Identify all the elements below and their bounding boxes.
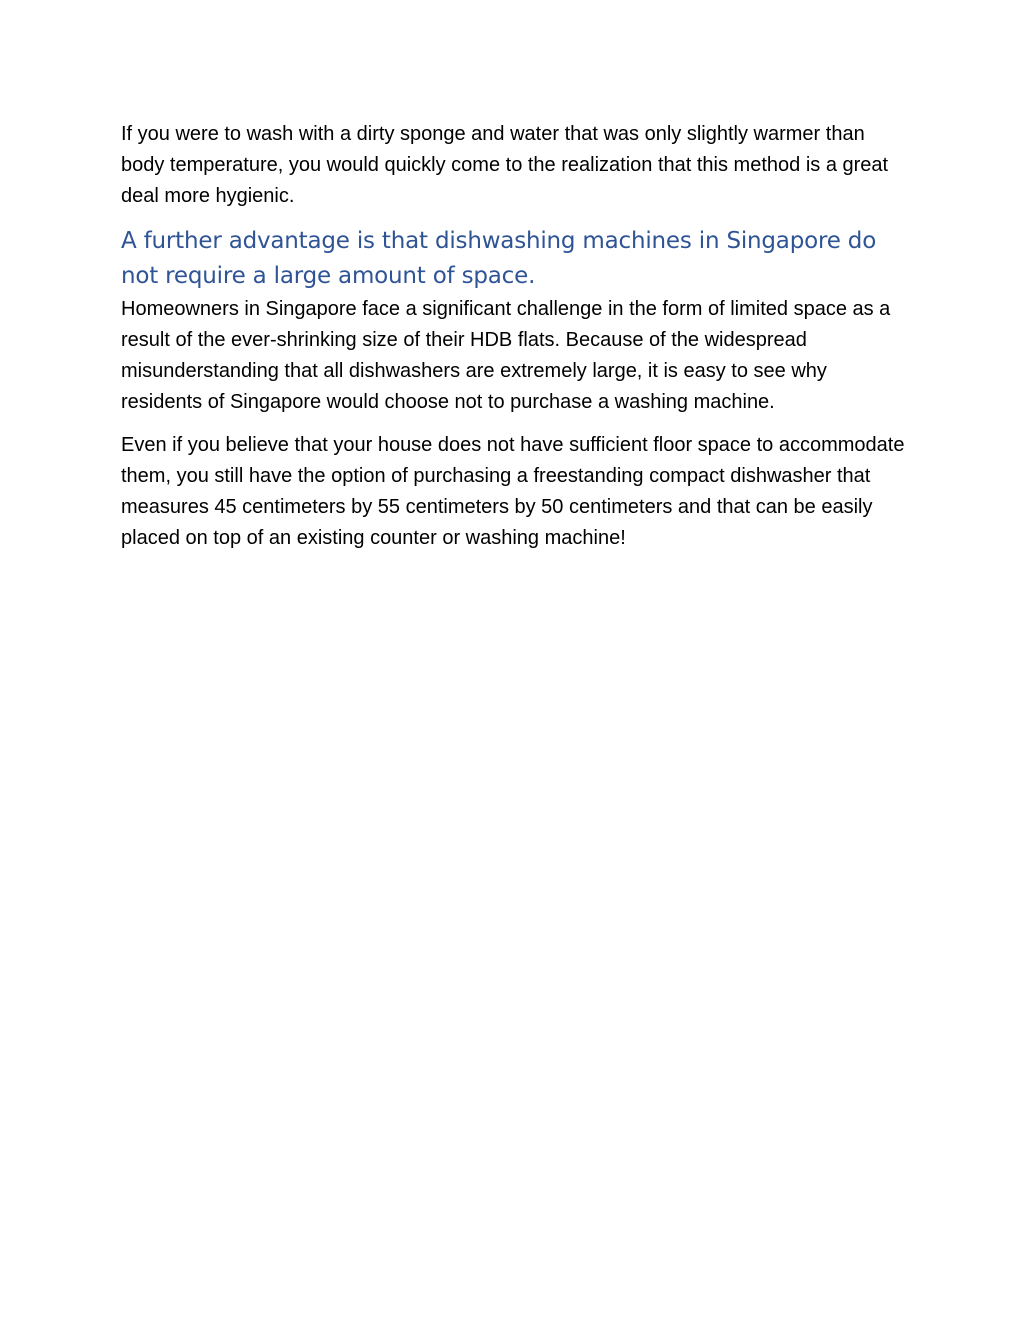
paragraph-compact-dishwasher: Even if you believe that your house does not have sufficient floor space to accommodate them, you still have the option of purchasing a freestanding compact dishwasher that measures 45 centimeters by 55 centimeters by 50 centimeters and that can be easily placed on top of an existing counter or washing machine! (121, 434, 905, 549)
document-body (121, 119, 911, 554)
paragraph-limited-space: Homeowners in Singapore face a significant challenge in the form of limited space as a result of the ever-shrinking size of their HDB flats. Because of the widespread misunderstanding that all dishwashers are extremely large, it is easy to see why residents of Singapore would choose not to purchase a washing machine. (121, 298, 891, 413)
section-heading-space: A further advantage is that dishwashing machines in Singapore do not require a large amount of space. (121, 228, 877, 289)
paragraph-hygiene: If you were to wash with a dirty sponge and water that was only slightly warmer than body temperature, you would quickly come to the realization that this method is a great deal more hygienic. (121, 123, 889, 207)
